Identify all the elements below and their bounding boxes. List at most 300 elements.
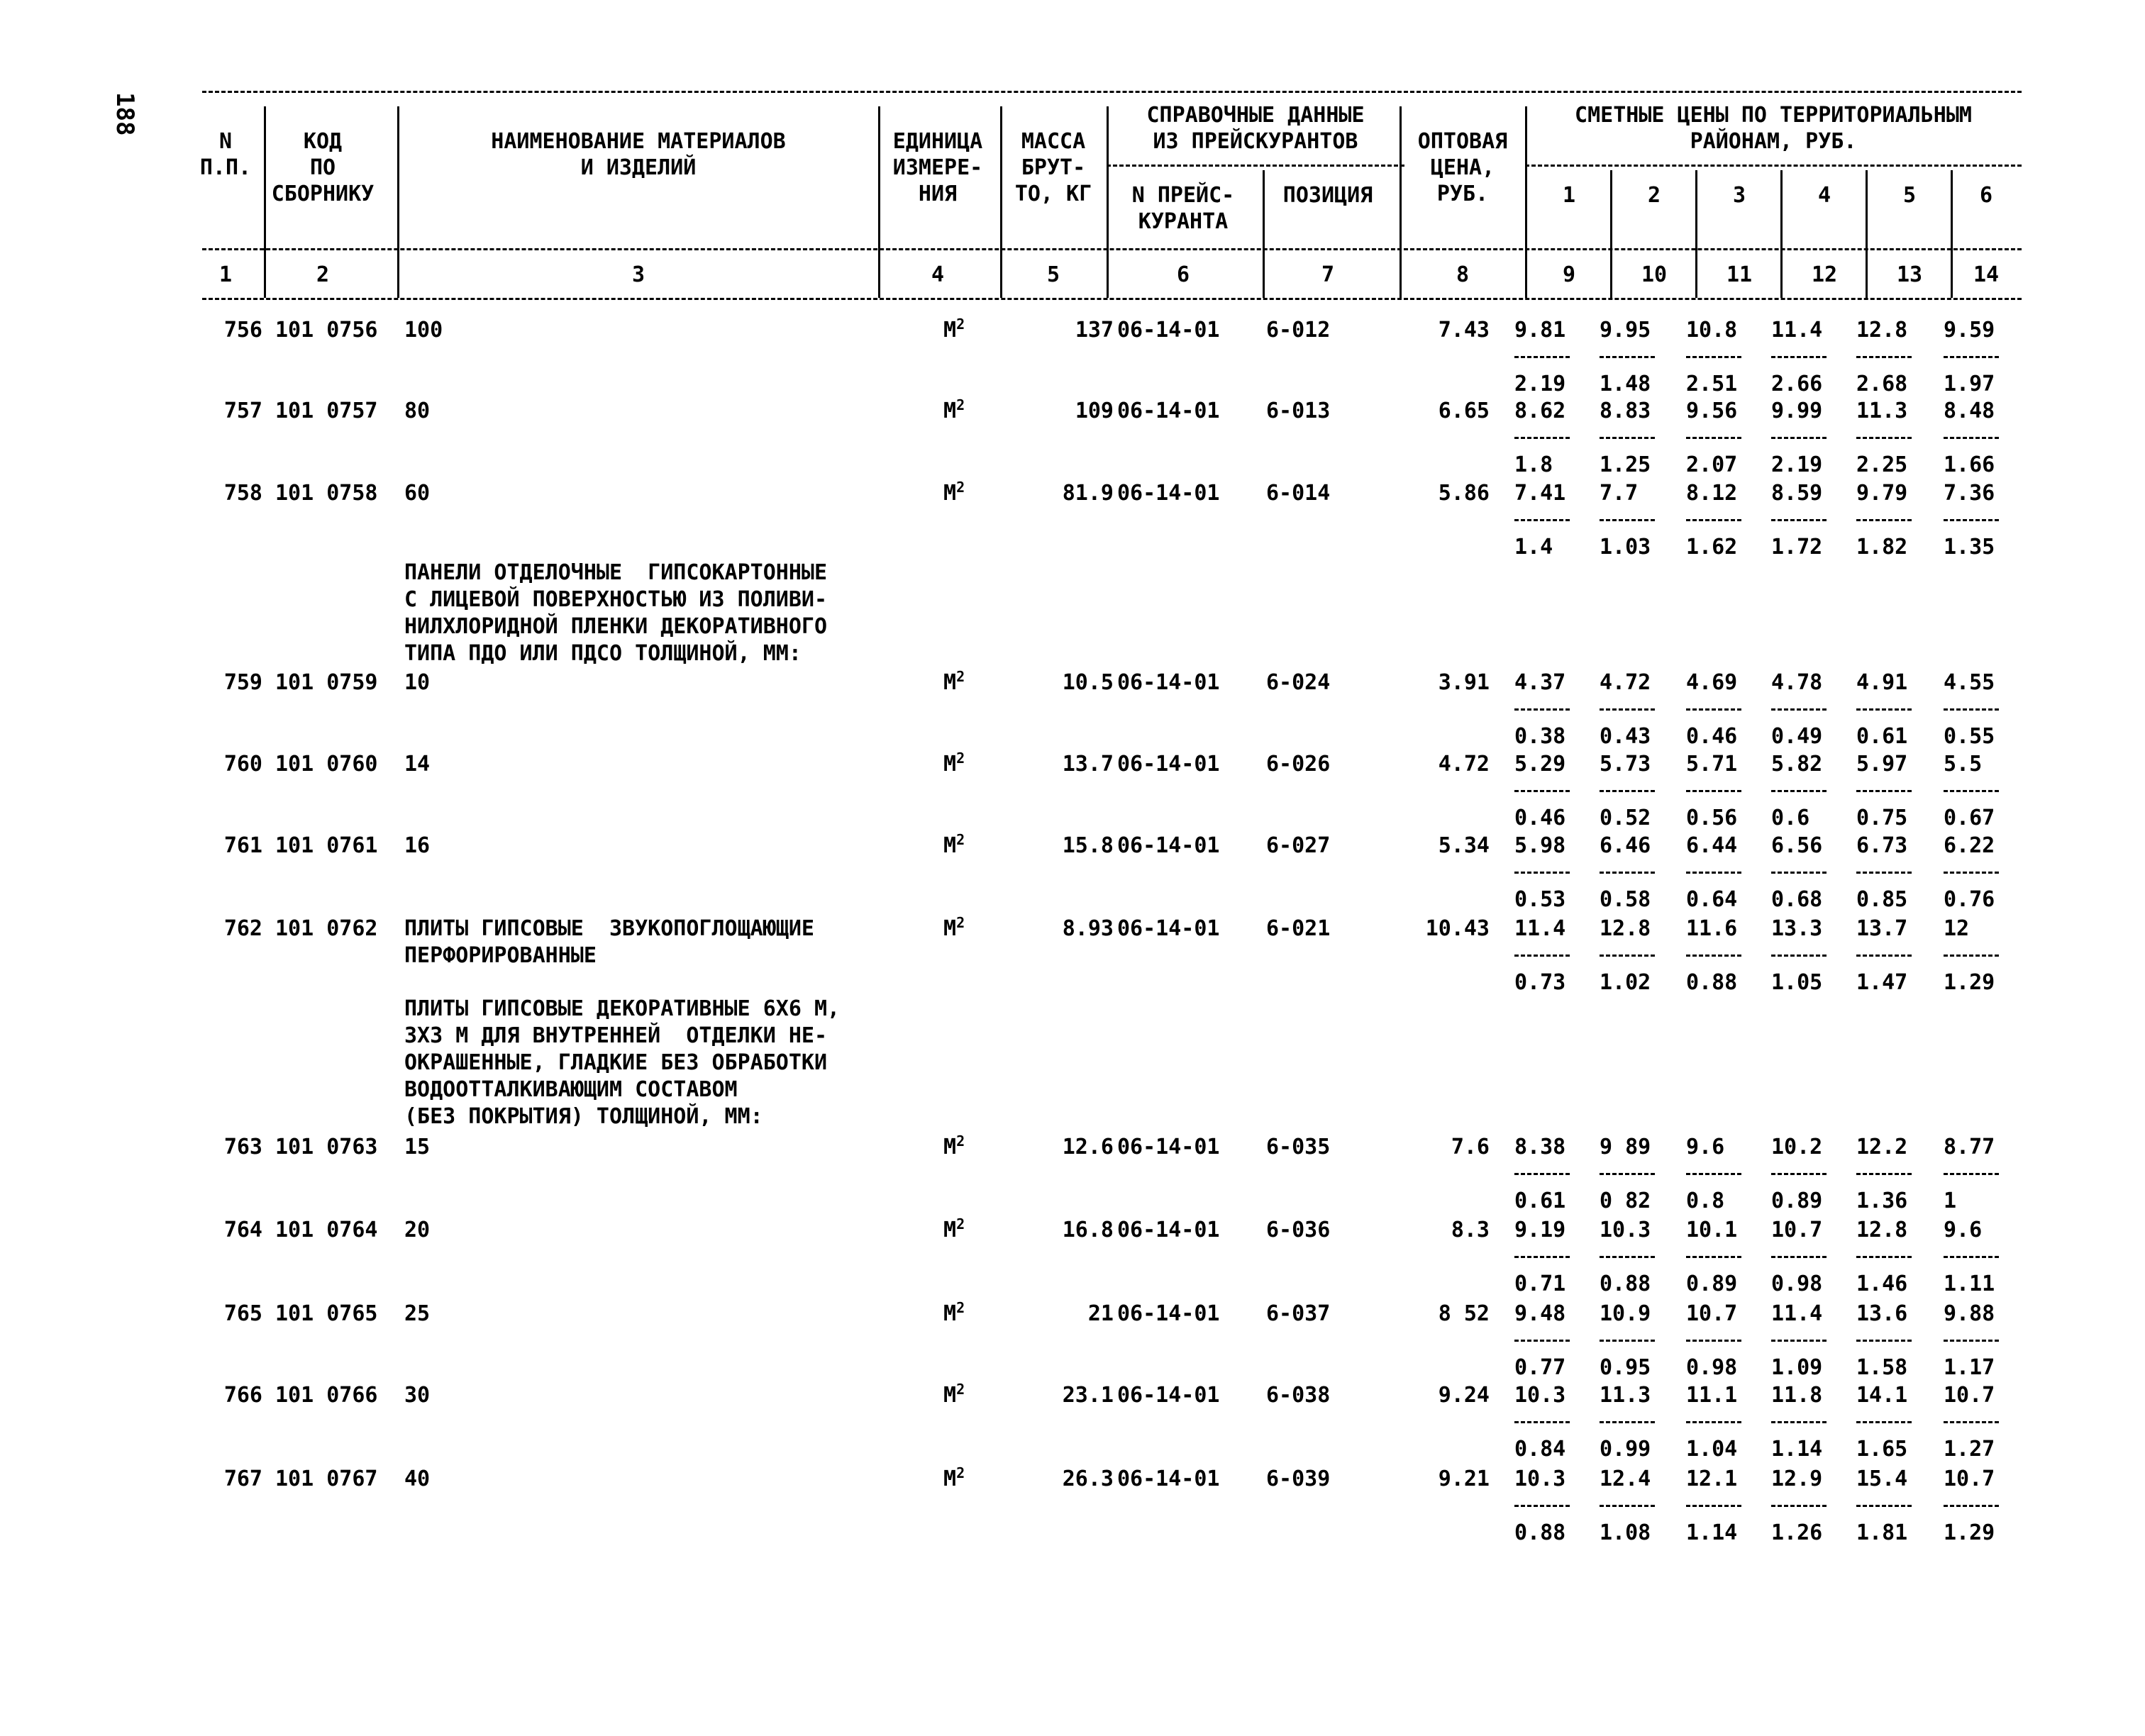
row-code: 101 0762: [275, 916, 378, 941]
fraction-rule: [1944, 1340, 1999, 1342]
fraction-rule: [1771, 790, 1827, 792]
region-price: 4.91: [1856, 670, 1908, 695]
region-price: 9.88: [1944, 1301, 1995, 1326]
row-name: 80: [404, 399, 431, 423]
group-heading: С ЛИЦЕВОЙ ПОВЕРХНОСТЬЮ ИЗ ПОЛИВИ-: [404, 587, 828, 612]
region-price: 10.3: [1514, 1467, 1566, 1491]
unit-superscript: 2: [956, 1215, 965, 1233]
column-number: 11: [1726, 262, 1753, 287]
region-price: 6.44: [1686, 833, 1738, 858]
header-region-2: 2: [1647, 183, 1661, 208]
region-price-labor: 0.84: [1514, 1437, 1566, 1462]
fraction-rule: [1600, 1505, 1655, 1507]
region-price: 10.2: [1771, 1135, 1823, 1159]
region-price-labor: 1.47: [1856, 970, 1908, 995]
fraction-rule: [1514, 519, 1570, 521]
region-price-labor: 0.6: [1771, 806, 1810, 830]
row-number: 764: [223, 1218, 262, 1242]
header-column-divider: [397, 106, 399, 298]
row-position: 6-014: [1266, 481, 1331, 506]
fraction-rule: [1771, 1173, 1827, 1175]
header-unit: НИЯ: [918, 182, 958, 206]
fraction-rule: [1686, 437, 1741, 439]
row-number: 767: [223, 1467, 262, 1491]
fraction-rule: [1856, 519, 1912, 521]
region-price: 12: [1944, 916, 1970, 941]
fraction-rule: [1944, 519, 1999, 521]
row-pricelist: 06-14-01: [1117, 1467, 1220, 1491]
region-price-labor: 1.29: [1944, 1520, 1995, 1545]
region-price-labor: 1.29: [1944, 970, 1995, 995]
region-price: 10.7: [1686, 1301, 1738, 1326]
region-price-labor: 2.25: [1856, 452, 1908, 477]
fraction-rule: [1686, 955, 1741, 957]
region-price-labor: 0.58: [1600, 887, 1651, 912]
region-price-labor: 2.07: [1686, 452, 1738, 477]
region-price: 9.81: [1514, 318, 1566, 343]
region-price: 11.3: [1600, 1383, 1651, 1408]
row-number: 756: [223, 318, 262, 343]
row-pricelist: 06-14-01: [1117, 916, 1220, 941]
fraction-rule: [1514, 356, 1570, 358]
row-number: 762: [223, 916, 262, 941]
region-price-labor: 1.03: [1600, 535, 1651, 560]
header-unit: ЕДИНИЦА: [892, 129, 983, 154]
region-price-labor: 0.56: [1686, 806, 1738, 830]
region-price: 10.8: [1686, 318, 1738, 343]
region-price-labor: 0.71: [1514, 1272, 1566, 1296]
region-price: 9.99: [1771, 399, 1823, 423]
region-price: 9.59: [1944, 318, 1995, 343]
region-price-labor: 0.49: [1771, 724, 1823, 749]
page-number: 188: [111, 92, 139, 136]
fraction-rule: [1856, 790, 1912, 792]
region-price: 4.72: [1600, 670, 1651, 695]
region-price-labor: 1.36: [1856, 1189, 1908, 1213]
header-region-group: РАЙОНАМ, РУБ.: [1690, 129, 1857, 154]
fraction-rule: [1600, 519, 1655, 521]
row-position: 6-039: [1266, 1467, 1331, 1491]
header-row-number: N: [218, 129, 233, 154]
fraction-rule: [1944, 790, 1999, 792]
row-position: 6-036: [1266, 1218, 1331, 1242]
fraction-rule: [1600, 1421, 1655, 1423]
fraction-rule: [1514, 872, 1570, 874]
region-price: 5.98: [1514, 833, 1566, 858]
fraction-rule: [1771, 1256, 1827, 1258]
region-price-labor: 1.48: [1600, 372, 1651, 396]
header-column-divider: [1695, 170, 1697, 298]
region-price: 10.9: [1600, 1301, 1651, 1326]
fraction-rule: [1771, 519, 1827, 521]
row-position: 6-021: [1266, 916, 1331, 941]
region-price: 9.56: [1686, 399, 1738, 423]
group-heading: (БЕЗ ПОКРЫТИЯ) ТОЛЩИНОЙ, ММ:: [404, 1104, 763, 1129]
region-price: 11.6: [1686, 916, 1738, 941]
region-price-labor: 1.72: [1771, 535, 1823, 560]
row-wholesale-price: 7.6: [1451, 1135, 1490, 1159]
row-code: 101 0767: [275, 1467, 378, 1491]
region-price: 5.71: [1686, 752, 1738, 777]
header-name: И ИЗДЕЛИЙ: [580, 155, 697, 180]
column-number: 7: [1321, 262, 1335, 287]
region-price: 10.1: [1686, 1218, 1738, 1242]
header-code: КОД: [303, 129, 343, 154]
row-unit: $М^2$: [943, 914, 965, 941]
fraction-rule: [1944, 356, 1999, 358]
region-price: 6.22: [1944, 833, 1995, 858]
region-price: 11.4: [1771, 1301, 1823, 1326]
row-position: 6-026: [1266, 752, 1331, 777]
unit-superscript: 2: [956, 1299, 965, 1316]
unit-superscript: 2: [956, 1133, 965, 1150]
region-price-labor: 1.66: [1944, 452, 1995, 477]
row-mass: 13.7: [1062, 752, 1114, 777]
row-pricelist: 06-14-01: [1117, 399, 1220, 423]
region-price: 9.6: [1686, 1135, 1725, 1159]
region-price: 12.8: [1600, 916, 1651, 941]
fraction-rule: [1944, 1256, 1999, 1258]
region-price-labor: 2.51: [1686, 372, 1738, 396]
header-region-group: СМЕТНЫЕ ЦЕНЫ ПО ТЕРРИТОРИАЛЬНЫМ: [1575, 103, 1972, 128]
fraction-rule: [1771, 437, 1827, 439]
row-mass: 12.6: [1062, 1135, 1114, 1159]
region-price: 5.5: [1944, 752, 1983, 777]
region-price: 9 89: [1600, 1135, 1651, 1159]
region-price-labor: 1.26: [1771, 1520, 1823, 1545]
region-price-labor: 0.88: [1600, 1272, 1651, 1296]
row-wholesale-price: 3.91: [1438, 670, 1490, 695]
fraction-rule: [1771, 1340, 1827, 1342]
fraction-rule: [1514, 437, 1570, 439]
region-price: 5.82: [1771, 752, 1823, 777]
row-wholesale-price: 8 52: [1438, 1301, 1490, 1326]
region-price: 11.4: [1514, 916, 1566, 941]
row-code: 101 0766: [275, 1383, 378, 1408]
region-price-labor: 1.58: [1856, 1355, 1908, 1380]
row-name: ПЕРФОРИРОВАННЫЕ: [404, 943, 597, 968]
header-region-5: 5: [1902, 183, 1917, 208]
fraction-rule: [1771, 356, 1827, 358]
fraction-rule: [1686, 872, 1741, 874]
region-price-labor: 2.66: [1771, 372, 1823, 396]
header-region-4: 4: [1817, 183, 1831, 208]
region-price-labor: 1.25: [1600, 452, 1651, 477]
row-unit: $М^2$: [943, 1464, 965, 1491]
fraction-rule: [1600, 1256, 1655, 1258]
header-pricelist-number: КУРАНТА: [1138, 209, 1229, 234]
region-price: 4.37: [1514, 670, 1566, 695]
row-unit: $М^2$: [943, 1215, 965, 1242]
row-name: 30: [404, 1383, 431, 1408]
region-price: 5.97: [1856, 752, 1908, 777]
row-mass: 16.8: [1062, 1218, 1114, 1242]
row-position: 6-037: [1266, 1301, 1331, 1326]
header-wholesale-price: РУБ.: [1436, 182, 1489, 206]
fraction-rule: [1514, 1421, 1570, 1423]
fraction-rule: [1514, 1173, 1570, 1175]
region-price-labor: 1.81: [1856, 1520, 1908, 1545]
row-mass: 23.1: [1062, 1383, 1114, 1408]
ref-subheader-rule: [1107, 165, 1404, 167]
region-price-labor: 1.4: [1514, 535, 1553, 560]
row-code: 101 0760: [275, 752, 378, 777]
header-column-divider: [1610, 170, 1612, 298]
row-pricelist: 06-14-01: [1117, 1383, 1220, 1408]
row-number: 763: [223, 1135, 262, 1159]
fraction-rule: [1686, 1421, 1741, 1423]
region-price-labor: 1.14: [1771, 1437, 1823, 1462]
row-mass: 137: [1075, 318, 1114, 343]
fraction-rule: [1856, 437, 1912, 439]
unit-superscript: 2: [956, 668, 965, 685]
row-pricelist: 06-14-01: [1117, 1135, 1220, 1159]
region-price-labor: 0.89: [1686, 1272, 1738, 1296]
row-mass: 10.5: [1062, 670, 1114, 695]
header-region-3: 3: [1732, 183, 1746, 208]
region-price-labor: 0.55: [1944, 724, 1995, 749]
group-heading: ПАНЕЛИ ОТДЕЛОЧНЫЕ ГИПСОКАРТОННЫЕ: [404, 560, 828, 585]
row-mass: 21: [1087, 1301, 1114, 1326]
fraction-rule: [1856, 1421, 1912, 1423]
fraction-rule: [1514, 1340, 1570, 1342]
region-price-labor: 0.46: [1514, 806, 1566, 830]
header-mass: МАССА: [1021, 129, 1086, 154]
row-mass: 15.8: [1062, 833, 1114, 858]
region-price-labor: 0.88: [1686, 970, 1738, 995]
fraction-rule: [1944, 1505, 1999, 1507]
row-unit: $М^2$: [943, 1381, 965, 1408]
row-position: 6-035: [1266, 1135, 1331, 1159]
row-code: 101 0763: [275, 1135, 378, 1159]
row-pricelist: 06-14-01: [1117, 481, 1220, 506]
row-unit: $М^2$: [943, 1299, 965, 1326]
column-number: 10: [1641, 262, 1668, 287]
unit-superscript: 2: [956, 750, 965, 767]
row-code: 101 0764: [275, 1218, 378, 1242]
region-price-labor: 0.98: [1686, 1355, 1738, 1380]
region-price-labor: 1.11: [1944, 1272, 1995, 1296]
region-price-labor: 1.8: [1514, 452, 1553, 477]
region-price-labor: 1.35: [1944, 535, 1995, 560]
region-price: 13.6: [1856, 1301, 1908, 1326]
unit-superscript: 2: [956, 396, 965, 413]
fraction-rule: [1686, 790, 1741, 792]
region-price-labor: 0.38: [1514, 724, 1566, 749]
fraction-rule: [1600, 708, 1655, 711]
fraction-rule: [1856, 1256, 1912, 1258]
region-price: 8.62: [1514, 399, 1566, 423]
fraction-rule: [1944, 437, 1999, 439]
region-price: 11.1: [1686, 1383, 1738, 1408]
unit-superscript: 2: [956, 1464, 965, 1481]
fraction-rule: [1771, 1505, 1827, 1507]
row-number: 761: [223, 833, 262, 858]
region-price-labor: 1.17: [1944, 1355, 1995, 1380]
row-name: 100: [404, 318, 443, 343]
header-top-rule: [202, 91, 2022, 93]
fraction-rule: [1600, 1340, 1655, 1342]
row-unit: $М^2$: [943, 316, 965, 343]
row-number: 766: [223, 1383, 262, 1408]
row-number: 757: [223, 399, 262, 423]
row-unit: $М^2$: [943, 1133, 965, 1159]
region-price-labor: 1.27: [1944, 1437, 1995, 1462]
fraction-rule: [1686, 519, 1741, 521]
region-price-labor: 2.19: [1514, 372, 1566, 396]
region-price-labor: 1.14: [1686, 1520, 1738, 1545]
region-price: 7.41: [1514, 481, 1566, 506]
fraction-rule: [1514, 955, 1570, 957]
fraction-rule: [1514, 1505, 1570, 1507]
row-wholesale-price: 7.43: [1438, 318, 1490, 343]
region-price-labor: 0.73: [1514, 970, 1566, 995]
row-wholesale-price: 5.34: [1438, 833, 1490, 858]
region-price: 6.56: [1771, 833, 1823, 858]
fraction-rule: [1856, 356, 1912, 358]
header-column-divider: [1866, 170, 1868, 298]
row-position: 6-012: [1266, 318, 1331, 343]
column-number: 9: [1562, 262, 1576, 287]
region-price-labor: 0.43: [1600, 724, 1651, 749]
region-price-labor: 1: [1944, 1189, 1957, 1213]
header-wholesale-price: ОПТОВАЯ: [1417, 129, 1508, 154]
row-pricelist: 06-14-01: [1117, 318, 1220, 343]
row-mass: 81.9: [1062, 481, 1114, 506]
region-price-labor: 1.62: [1686, 535, 1738, 560]
row-name: 10: [404, 670, 431, 695]
row-code: 101 0759: [275, 670, 378, 695]
row-name: 15: [404, 1135, 431, 1159]
row-unit: $М^2$: [943, 831, 965, 858]
region-price: 4.55: [1944, 670, 1995, 695]
row-mass: 26.3: [1062, 1467, 1114, 1491]
row-wholesale-price: 5.86: [1438, 481, 1490, 506]
region-price-labor: 0.52: [1600, 806, 1651, 830]
header-reference-group: СПРАВОЧНЫЕ ДАННЫЕ: [1146, 103, 1365, 128]
group-heading: ОКРАШЕННЫЕ, ГЛАДКИЕ БЕЗ ОБРАБОТКИ: [404, 1050, 828, 1075]
region-price-labor: 0 82: [1600, 1189, 1651, 1213]
region-price: 5.29: [1514, 752, 1566, 777]
row-wholesale-price: 9.21: [1438, 1467, 1490, 1491]
region-price-labor: 0.46: [1686, 724, 1738, 749]
region-price: 4.69: [1686, 670, 1738, 695]
region-price: 11.8: [1771, 1383, 1823, 1408]
region-price: 4.78: [1771, 670, 1823, 695]
region-price-labor: 0.75: [1856, 806, 1908, 830]
region-subheader-rule: [1525, 165, 2022, 167]
region-price-labor: 1.82: [1856, 535, 1908, 560]
region-price-labor: 0.68: [1771, 887, 1823, 912]
group-heading: НИЛХЛОРИДНОЙ ПЛЕНКИ ДЕКОРАТИВНОГО: [404, 614, 828, 639]
row-pricelist: 06-14-01: [1117, 833, 1220, 858]
row-name: ПЛИТЫ ГИПСОВЫЕ ЗВУКОПОГЛОЩАЮЩИЕ: [404, 916, 814, 941]
fraction-rule: [1600, 1173, 1655, 1175]
region-price: 12.9: [1771, 1467, 1823, 1491]
region-price: 9.95: [1600, 318, 1651, 343]
header-numbers-rule: [202, 298, 2022, 300]
header-code: СБОРНИКУ: [271, 182, 375, 206]
fraction-rule: [1686, 708, 1741, 711]
region-price: 11.4: [1771, 318, 1823, 343]
header-mass: БРУТ-: [1021, 155, 1086, 180]
column-number: 8: [1456, 262, 1470, 287]
row-number: 758: [223, 481, 262, 506]
row-code: 101 0758: [275, 481, 378, 506]
region-price-labor: 1.46: [1856, 1272, 1908, 1296]
fraction-rule: [1856, 872, 1912, 874]
row-unit: $М^2$: [943, 668, 965, 695]
row-name: 16: [404, 833, 431, 858]
row-unit: $М^2$: [943, 396, 965, 423]
header-column-divider: [1399, 106, 1402, 298]
column-number: 12: [1811, 262, 1838, 287]
fraction-rule: [1686, 1173, 1741, 1175]
row-wholesale-price: 8.3: [1451, 1218, 1490, 1242]
fraction-rule: [1514, 790, 1570, 792]
row-position: 6-038: [1266, 1383, 1331, 1408]
region-price: 8.38: [1514, 1135, 1566, 1159]
region-price: 9.48: [1514, 1301, 1566, 1326]
region-price-labor: 1.08: [1600, 1520, 1651, 1545]
region-price: 13.3: [1771, 916, 1823, 941]
column-number: 5: [1046, 262, 1060, 287]
region-price: 10.7: [1771, 1218, 1823, 1242]
region-price-labor: 1.97: [1944, 372, 1995, 396]
region-price: 12.4: [1600, 1467, 1651, 1491]
row-unit: $М^2$: [943, 750, 965, 777]
row-code: 101 0761: [275, 833, 378, 858]
column-number: 2: [316, 262, 330, 287]
row-name: 20: [404, 1218, 431, 1242]
header-region-6: 6: [1979, 183, 1993, 208]
row-code: 101 0765: [275, 1301, 378, 1326]
column-number: 6: [1176, 262, 1190, 287]
fraction-rule: [1771, 1421, 1827, 1423]
region-price: 6.73: [1856, 833, 1908, 858]
column-number: 13: [1896, 262, 1923, 287]
fraction-rule: [1856, 708, 1912, 711]
header-wholesale-price: ЦЕНА,: [1430, 155, 1495, 180]
region-price-labor: 0.76: [1944, 887, 1995, 912]
region-price-labor: 2.68: [1856, 372, 1908, 396]
region-price: 9.19: [1514, 1218, 1566, 1242]
fraction-rule: [1944, 1421, 1999, 1423]
row-name: 40: [404, 1467, 431, 1491]
row-pricelist: 06-14-01: [1117, 1218, 1220, 1242]
region-price: 8.12: [1686, 481, 1738, 506]
group-heading: ТИПА ПДО ИЛИ ПДСО ТОЛЩИНОЙ, ММ:: [404, 641, 802, 666]
column-number: 3: [631, 262, 645, 287]
fraction-rule: [1944, 872, 1999, 874]
region-price-labor: 0.95: [1600, 1355, 1651, 1380]
region-price-labor: 1.04: [1686, 1437, 1738, 1462]
region-price-labor: 1.02: [1600, 970, 1651, 995]
row-unit: $М^2$: [943, 479, 965, 506]
region-price-labor: 1.09: [1771, 1355, 1823, 1380]
row-mass: 109: [1075, 399, 1114, 423]
region-price-labor: 0.61: [1514, 1189, 1566, 1213]
group-heading: ВОДООТТАЛКИВАЮЩИМ СОСТАВОМ: [404, 1077, 738, 1102]
row-wholesale-price: 9.24: [1438, 1383, 1490, 1408]
header-pricelist-number: N ПРЕЙС-: [1131, 183, 1235, 208]
fraction-rule: [1514, 1256, 1570, 1258]
row-number: 765: [223, 1301, 262, 1326]
region-price-labor: 0.85: [1856, 887, 1908, 912]
fraction-rule: [1686, 1505, 1741, 1507]
region-price: 8.48: [1944, 399, 1995, 423]
region-price: 15.4: [1856, 1467, 1908, 1491]
